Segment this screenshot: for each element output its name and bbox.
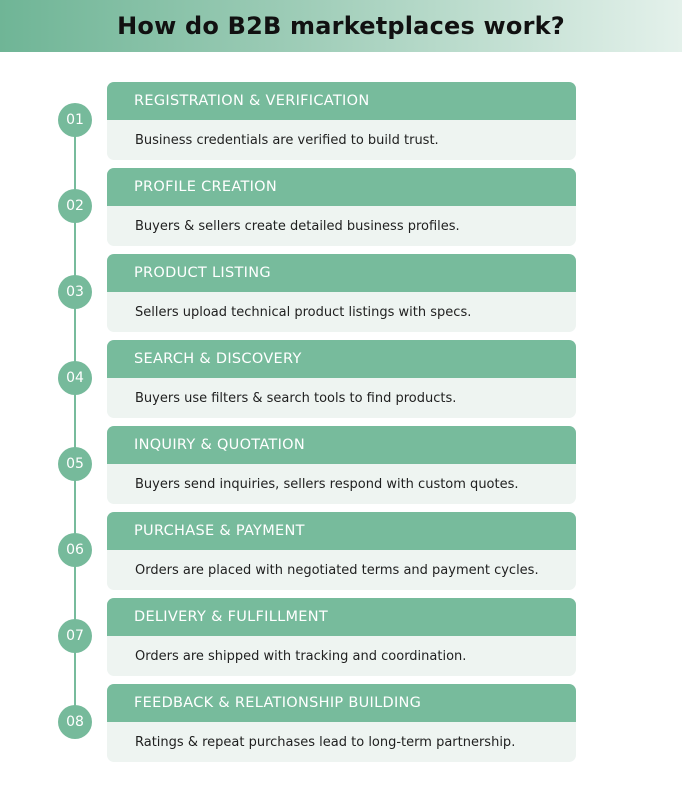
step-number-badge: 03 xyxy=(58,275,92,309)
step-item xyxy=(0,512,682,590)
header-banner xyxy=(0,0,682,52)
step-title: PROFILE CREATION xyxy=(107,168,576,206)
step-title: PRODUCT LISTING xyxy=(107,254,576,292)
step-number-badge: 08 xyxy=(58,705,92,739)
step-title: REGISTRATION & VERIFICATION xyxy=(107,82,576,120)
step-description: Buyers use filters & search tools to find products. xyxy=(135,390,457,406)
step-number-badge: 04 xyxy=(58,361,92,395)
step-card xyxy=(107,598,576,676)
step-description: Orders are shipped with tracking and coordination. xyxy=(135,648,467,664)
step-number-badge: 07 xyxy=(58,619,92,653)
step-card xyxy=(107,512,576,590)
step-card xyxy=(107,82,576,160)
step-title: PURCHASE & PAYMENT xyxy=(107,512,576,550)
step-card xyxy=(107,168,576,246)
step-card xyxy=(107,684,576,762)
step-description: Buyers & sellers create detailed business profiles. xyxy=(135,218,460,234)
step-title: SEARCH & DISCOVERY xyxy=(107,340,576,378)
step-item xyxy=(0,168,682,246)
step-card xyxy=(107,254,576,332)
step-description: Ratings & repeat purchases lead to long-term partnership. xyxy=(135,734,516,750)
step-item xyxy=(0,598,682,676)
step-number-badge: 02 xyxy=(58,189,92,223)
step-number-badge: 06 xyxy=(58,533,92,567)
page-title: How do B2B marketplaces work? xyxy=(117,12,565,40)
step-item xyxy=(0,684,682,762)
step-item xyxy=(0,82,682,160)
step-title: DELIVERY & FULFILLMENT xyxy=(107,598,576,636)
step-number-badge: 05 xyxy=(58,447,92,481)
step-description: Sellers upload technical product listings with specs. xyxy=(135,304,472,320)
step-item xyxy=(0,426,682,504)
step-item xyxy=(0,340,682,418)
step-title: INQUIRY & QUOTATION xyxy=(107,426,576,464)
step-card xyxy=(107,340,576,418)
step-number-badge: 01 xyxy=(58,103,92,137)
step-title: FEEDBACK & RELATIONSHIP BUILDING xyxy=(107,684,576,722)
step-description: Buyers send inquiries, sellers respond with custom quotes. xyxy=(135,476,519,492)
step-item xyxy=(0,254,682,332)
step-description: Orders are placed with negotiated terms and payment cycles. xyxy=(135,562,539,578)
step-description: Business credentials are verified to build trust. xyxy=(135,132,439,148)
step-card xyxy=(107,426,576,504)
